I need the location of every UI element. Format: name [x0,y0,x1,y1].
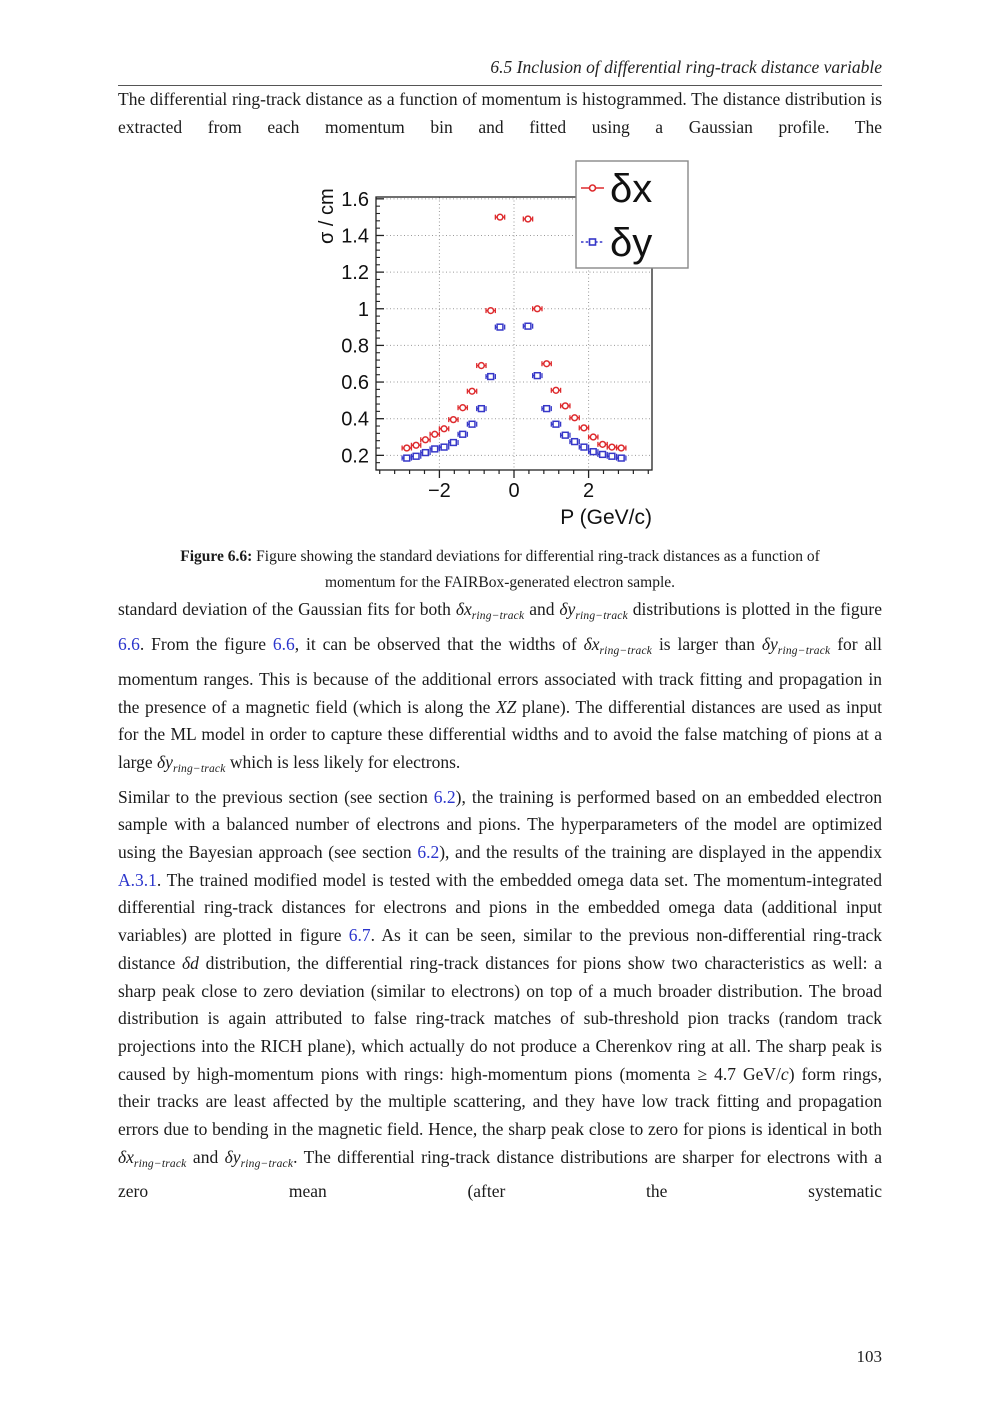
svg-text:0.8: 0.8 [341,335,369,358]
svg-text:0.6: 0.6 [341,372,369,395]
running-header-title: 6.5 Inclusion of differential ring-track distance variable [490,57,882,77]
math-inline: δx [455,599,472,620]
math-subscript: ring−track [599,645,653,658]
svg-text:1: 1 [357,299,369,322]
svg-text:δy: δy [610,221,653,266]
math-inline: δy [224,1146,241,1167]
math-inline: c [780,1063,789,1084]
chart-canvas [300,154,720,532]
math-inline: δx [118,1146,134,1167]
math-subscript: ring−track [471,610,525,623]
svg-text:P (GeV/c): P (GeV/c) [560,506,652,530]
math-subscript: ring−track [133,1157,187,1170]
math-inline: δy [559,599,576,620]
svg-text:1.6: 1.6 [341,189,369,212]
svg-text:1.4: 1.4 [341,225,369,248]
cross-reference-link[interactable]: 6.6 [272,634,295,655]
math-inline: δd [182,952,199,973]
svg-text:σ / cm: σ / cm [316,188,338,245]
cross-reference-link[interactable]: 6.7 [348,925,371,946]
sigma-vs-momentum-chart [118,154,882,532]
svg-text:0.2: 0.2 [341,445,369,468]
math-inline: δx [583,634,600,655]
paragraph-training: Similar to the previous section (see section 6.2), the training is performed based on an embedded electron sample with a balanced number of electrons and pions. The hyperparameters of the model are optimized using the Bayesian approach (see section 6.2), and the results of the training are displayed in the appendix A.3.1. The trained modified model is tested with the embedded omega data set. The momentum-integrated differential ring-track distances for electrons and pions in the embedded omega data (additional input variables) are plotted in figure 6.7. As it can be seen, similar to the previous non-differential ring-track distance δd distribution, the differential ring-track distances for pions show two characteristics as well: a sharp peak close to zero deviation (similar to electrons) on top of a much broader distribution. The broad distribution is again attributed to false ring-track matches of sub-threshold pion tracks (random track projections into the RICH plane), which actually do not produce a Cherenkov ring at all. The sharp peak is caused by high-momentum pions with rings: high-momentum pions (momenta ≥ 4.7 GeV/c) form rings, their tracks are least affected by the multiple scattering, and they have low track fitting and propagation errors due to bending in the magnetic field. Hence, the sharp peak close to zero for pions is identical in both $\delta x_{ring-track}$ and $\delta y_{ring-track}$. The differential ring-track distance distributions are sharper for electrons with a zero mean (after the systematic [118,786,882,1202]
math-subscript: ring−track [777,645,831,658]
figure-6-6 [118,154,882,596]
math-subscript: ring−track [575,610,628,623]
chart-svg [300,154,720,532]
paragraph-discussion: standard deviation of the Gaussian fits for both $\delta x_{ring-track}$ and $\delta y_{ring-track}$ distributions is plotted in the figure 6.6. From the figure 6.6, it can be observed that the widths of $\delta x_{ring-track}$ is larger than $\delta y_{ring-track}$ for all momentum ranges. This is because of the additional errors associated with track fitting and propagation in the presence of a magnetic field (which is along the XZ plane). The differential distances are used as input for the ML model in order to capture these differential widths and to avoid the false matching of pions at a large $\delta y_{ring-track}$ which is less likely for electrons. [118,599,882,775]
figure-caption [153,544,847,596]
svg-text:0.4: 0.4 [341,409,369,432]
running-header [118,0,882,86]
cross-reference-link[interactable]: 6.2 [417,842,440,863]
math-subscript: ring−track [172,762,226,775]
figure-caption-label: Figure 6.6: [180,548,253,566]
cross-reference-link[interactable]: A.3.1 [118,869,157,890]
svg-text:0: 0 [508,480,520,503]
paragraph-intro: The differential ring-track distance as a function of momentum is histogrammed. The distance distribution is extracted from each momentum bin and fitted using a Gaussian profile. The [118,89,882,137]
svg-text:−2: −2 [427,480,451,503]
svg-text:δx: δx [610,167,653,212]
math-inline: XZ [495,696,517,717]
cross-reference-link[interactable]: 6.2 [433,786,456,807]
figure-caption-text: Figure showing the standard deviations for differential ring-track distances as a function of momentum for the FAIRBox-generated electron sample. [252,548,820,592]
page-number: 103 [856,1347,882,1366]
svg-text:1.2: 1.2 [341,262,369,285]
math-subscript: ring−track [240,1157,294,1170]
cross-reference-link[interactable]: 6.6 [118,634,140,655]
math-inline: δy [157,751,173,772]
svg-text:2: 2 [583,480,595,503]
math-inline: δy [761,634,778,655]
